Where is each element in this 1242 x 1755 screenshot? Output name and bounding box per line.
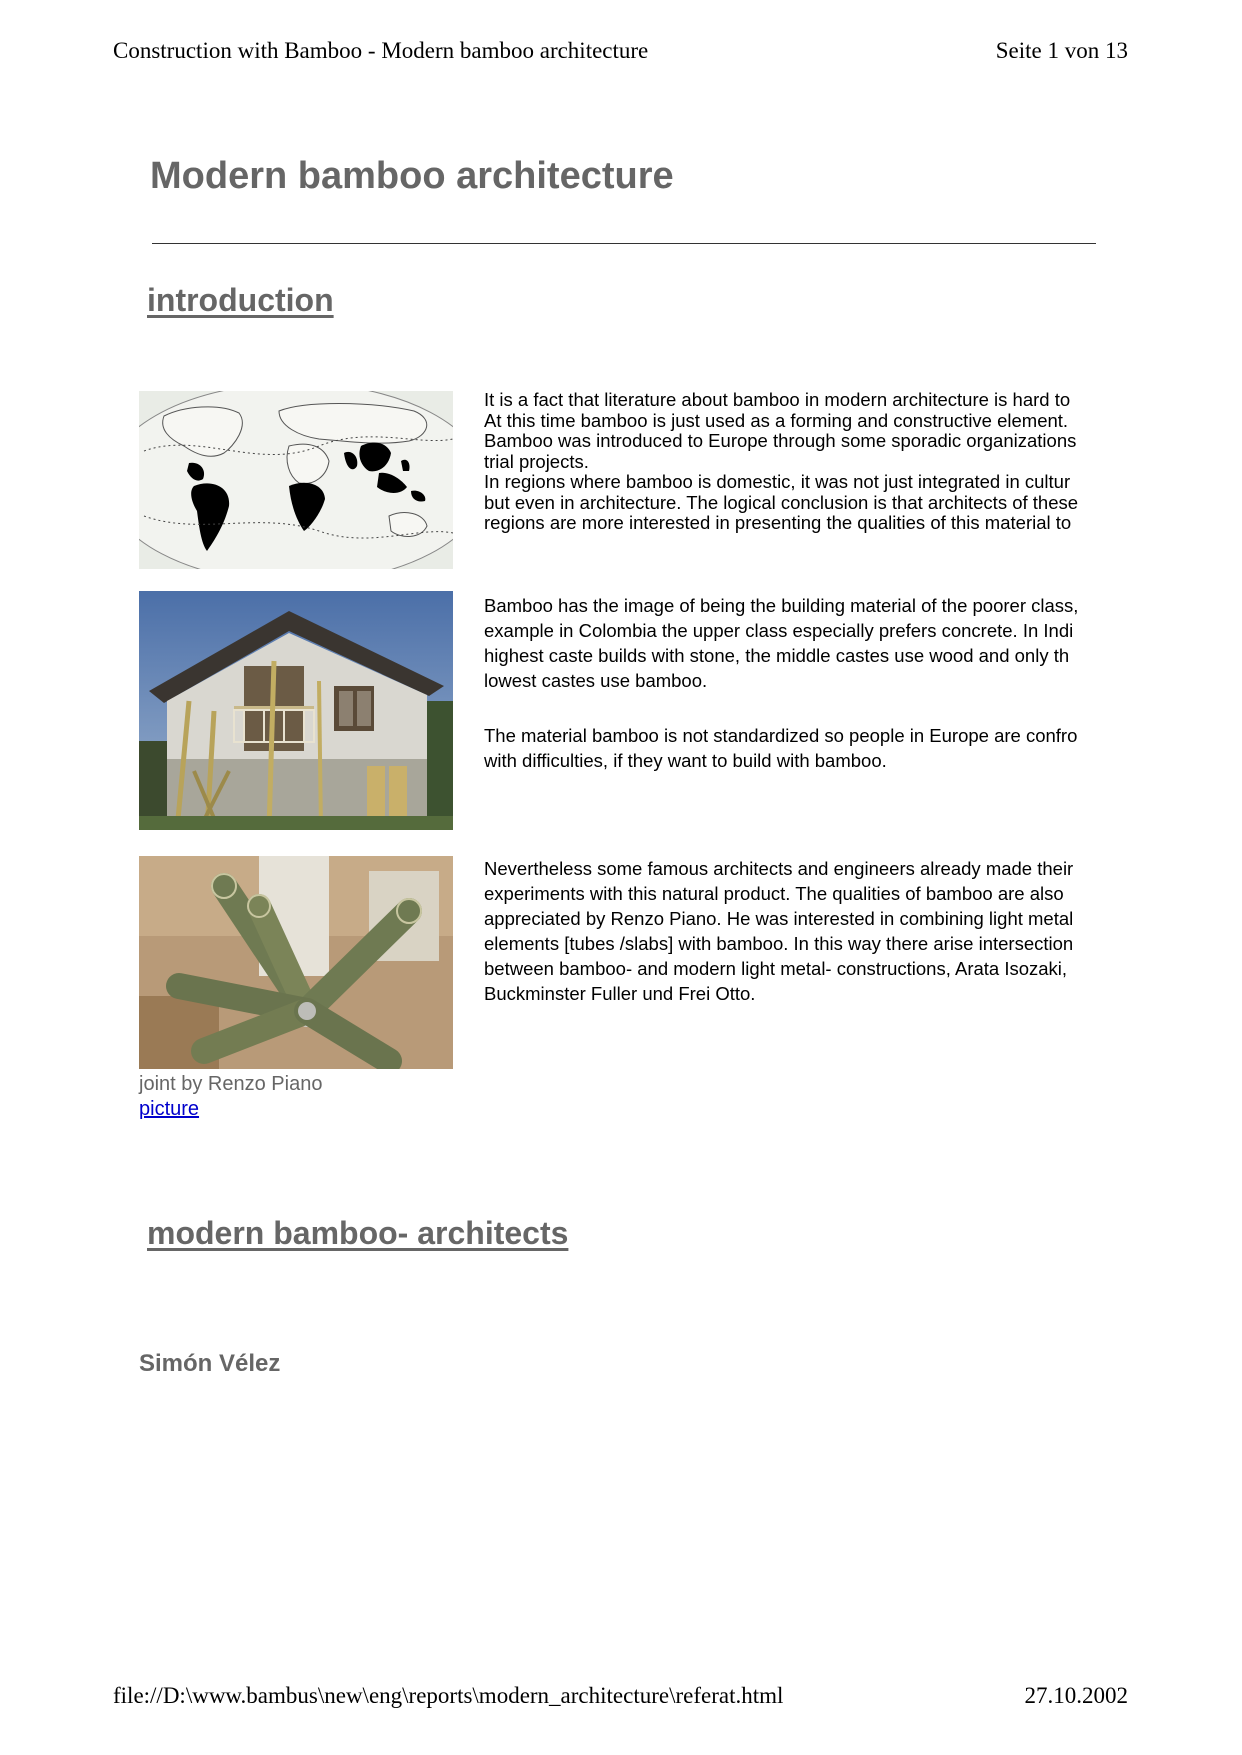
bamboo-house-graphic (139, 591, 453, 830)
world-map-graphic (139, 391, 453, 569)
print-header-title: Construction with Bamboo - Modern bamboo architecture (113, 38, 649, 63)
bamboo-joint-photo (139, 856, 453, 1069)
text-line: elements [tubes /slabs] with bamboo. In this way there arise intersection (484, 933, 1074, 954)
text-line: but even in architecture. The logical conclusion is that architects of these (484, 491, 1079, 513)
text-line: Buckminster Fuller und Frei Otto. (484, 983, 756, 1004)
text-line: It is a fact that literature about bamboo in modern architecture is hard to (484, 390, 1071, 410)
bamboo-house-photo (139, 591, 453, 830)
text-line: The material bamboo is not standardized so people in Europe are confro (484, 725, 1078, 746)
intro-paragraph-2 (484, 593, 1134, 773)
intro-paragraph-1 (484, 390, 1134, 534)
print-footer-date: 27.10.2002 (1024, 1683, 1128, 1708)
text-line: appreciated by Renzo Piano. He was interested in combining light metal (484, 908, 1074, 929)
print-header-page-indicator: Seite 1 von 13 (995, 38, 1128, 63)
intro-paragraph-3 (484, 856, 1134, 1006)
text-line: Bamboo has the image of being the building material of the poorer class, (484, 595, 1079, 616)
text-line: At this time bamboo is just used as a forming and constructive element. (484, 409, 1069, 431)
text-line: regions are more interested in presenting the qualities of this material to (484, 512, 1072, 533)
architect-name-heading: Simón Vélez (139, 1350, 281, 1377)
print-footer-file-path: file://D:\www.bambus\new\eng\reports\modern_architecture\referat.html (113, 1683, 784, 1708)
text-line: trial projects. (484, 450, 589, 472)
title-divider (152, 243, 1096, 244)
figure-caption: joint by Renzo Piano (139, 1073, 323, 1095)
text-line: with difficulties, if they want to build with bamboo. (484, 750, 887, 771)
section-heading-introduction: introduction (147, 282, 334, 318)
picture-link[interactable]: picture (139, 1098, 200, 1120)
text-line: between bamboo- and modern light metal- constructions, Arata Isozaki, (484, 958, 1068, 979)
page-title: Modern bamboo architecture (150, 155, 674, 197)
text-line: In regions where bamboo is domestic, it was not just integrated in cultur (484, 471, 1071, 492)
text-line: experiments with this natural product. The qualities of bamboo are also (484, 883, 1064, 904)
world-map-image (139, 391, 453, 569)
text-line: example in Colombia the upper class especially prefers concrete. In Indi (484, 620, 1074, 641)
text-line: lowest castes use bamboo. (484, 670, 708, 691)
text-line: highest caste builds with stone, the middle castes use wood and only th (484, 645, 1070, 666)
text-line: Bamboo was introduced to Europe through some sporadic organizations (484, 430, 1077, 451)
bamboo-joint-graphic (139, 856, 453, 1069)
text-line: Nevertheless some famous architects and engineers already made their (484, 858, 1074, 879)
section-heading-architects: modern bamboo- architects (147, 1215, 569, 1251)
